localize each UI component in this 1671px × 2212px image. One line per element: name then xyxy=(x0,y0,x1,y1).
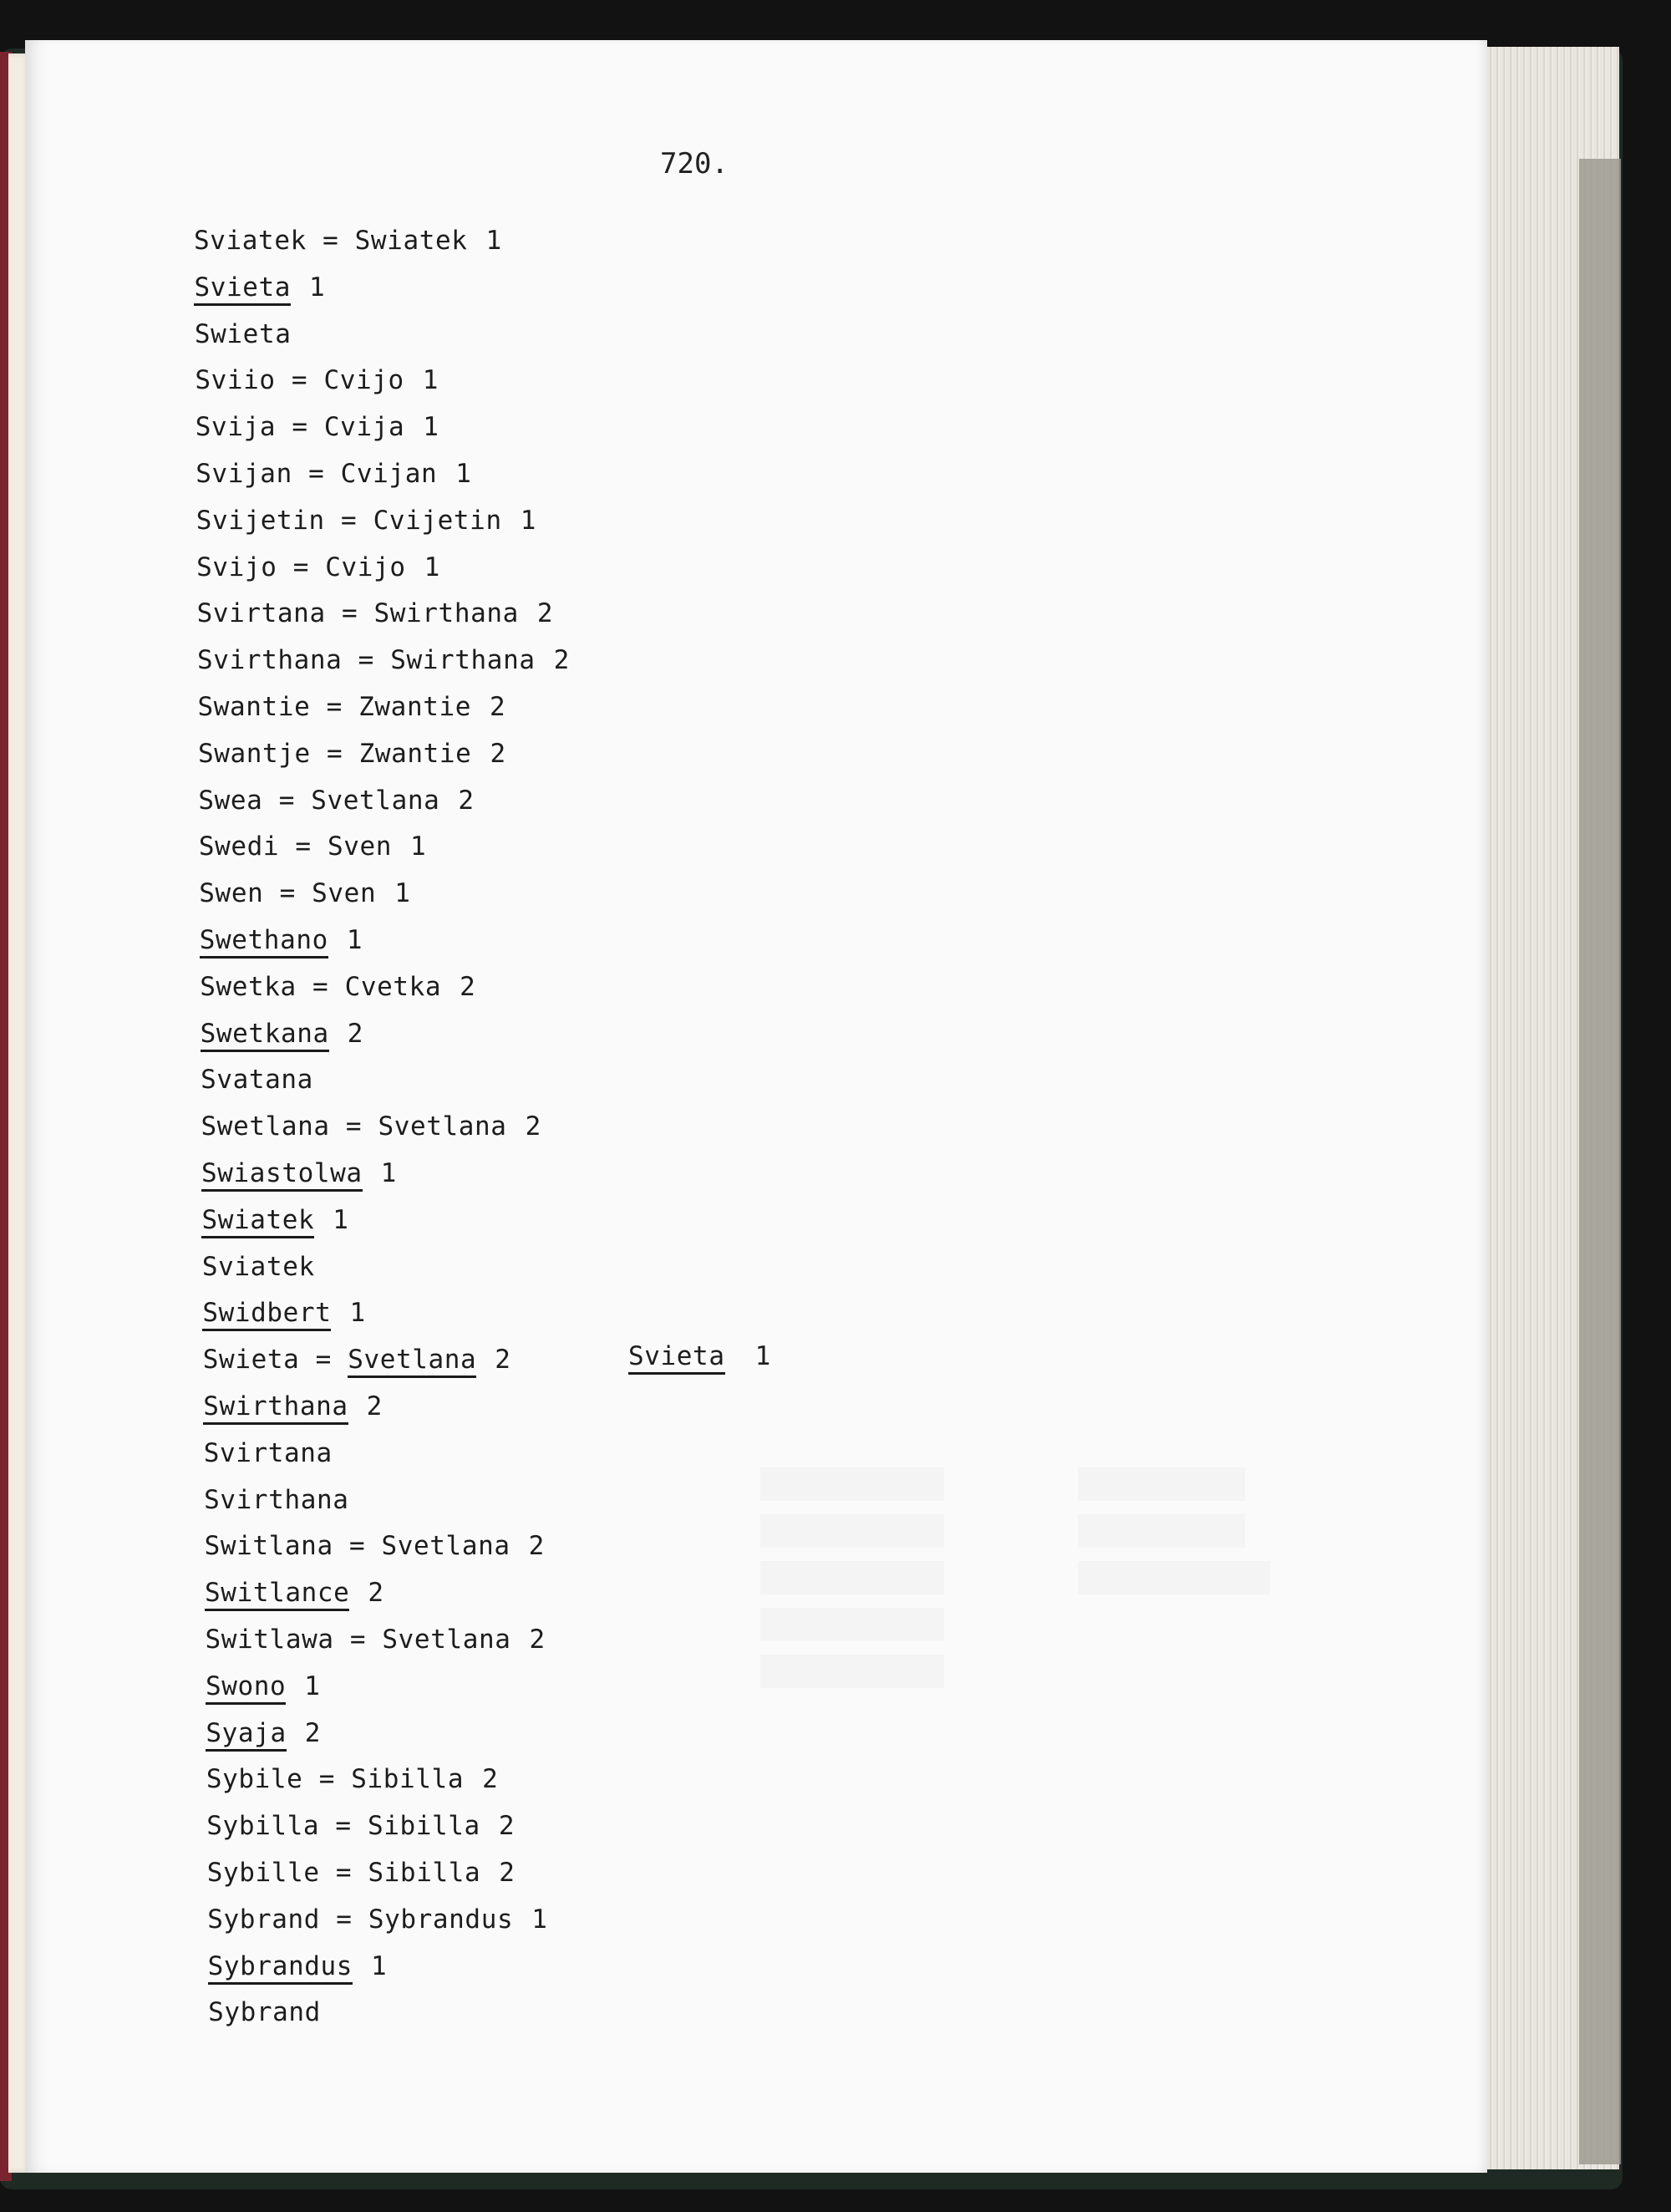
entry-target: Svetlana xyxy=(381,1531,510,1562)
equals-sign: = xyxy=(275,365,324,396)
entry-name: Swetka xyxy=(200,971,297,1002)
entry-count: 1 xyxy=(424,552,440,582)
entry-target: Sibilla xyxy=(368,1858,481,1888)
entry-name: Swetkana xyxy=(201,1019,329,1052)
entry-count: 2 xyxy=(460,971,476,1002)
entry-target: Cvetka xyxy=(344,971,442,1002)
entry-count: 1 xyxy=(333,1204,349,1235)
entry-line xyxy=(207,1858,516,1891)
equals-sign: = xyxy=(310,692,359,722)
equals-sign: = xyxy=(333,1531,382,1562)
entry-name: Svirthana xyxy=(197,645,343,676)
entry-name: Sviatek xyxy=(201,1251,315,1282)
entry-count: 1 xyxy=(531,1904,548,1935)
entry-target: Swirthana xyxy=(390,645,536,676)
entry-line xyxy=(206,1718,321,1752)
entry-line xyxy=(204,1438,333,1472)
equals-sign: = xyxy=(296,971,345,1002)
entry-name: Svirtana xyxy=(203,1437,333,1468)
entry-name: Swiatek xyxy=(201,1205,314,1238)
entry-name: Swono xyxy=(206,1671,286,1705)
entry-name: Swiastolwa xyxy=(201,1158,363,1192)
entry-count: 1 xyxy=(349,1298,366,1329)
entry-name: Swen xyxy=(199,878,264,909)
entry-name: Switlana xyxy=(204,1531,333,1562)
equals-sign: = xyxy=(263,878,312,909)
entry-name: Svieta xyxy=(628,1341,725,1375)
entry-count: 1 xyxy=(304,1670,321,1701)
entry-count: 1 xyxy=(380,1158,397,1188)
entry-target: Cvijo xyxy=(323,365,404,396)
entry-count: 2 xyxy=(347,1018,364,1049)
entry-name: Sviio xyxy=(195,365,276,396)
entry-count: 2 xyxy=(499,1858,516,1888)
page-number: 720. xyxy=(660,147,729,181)
entry-count: 2 xyxy=(498,1811,516,1842)
entry-name: Svijetin xyxy=(196,505,325,536)
entry-name: Swidbert xyxy=(202,1298,331,1331)
entry-count: 2 xyxy=(553,645,570,676)
entry-line xyxy=(200,972,475,1005)
entry-line xyxy=(202,1298,365,1331)
entry-name: Sybille xyxy=(206,1858,320,1888)
equals-sign: = xyxy=(342,645,391,676)
entry-line xyxy=(208,1997,321,2031)
entry-name: Swirthana xyxy=(203,1391,348,1425)
entry-name: Swieta xyxy=(202,1345,300,1376)
entry-name: Sybilla xyxy=(206,1811,320,1842)
entry-line xyxy=(198,739,506,772)
equals-sign: = xyxy=(279,831,328,862)
entry-count: 1 xyxy=(422,365,439,396)
equals-sign: = xyxy=(324,505,373,536)
entry-line xyxy=(198,692,506,725)
entry-name: Svijo xyxy=(196,552,277,582)
entry-line xyxy=(205,1531,545,1564)
entry-target: Svetlana xyxy=(382,1625,511,1655)
entry-line xyxy=(204,1485,348,1518)
equals-sign: = xyxy=(310,738,359,769)
entry-name: Syaja xyxy=(206,1718,286,1752)
equals-sign: = xyxy=(306,226,355,256)
entry-line xyxy=(205,1578,384,1611)
entry-list xyxy=(25,40,1487,2173)
entry-name: Switlance xyxy=(205,1578,349,1611)
entry-count: 2 xyxy=(495,1345,511,1376)
entry-target: Sybrandus xyxy=(368,1904,514,1935)
entry-name: Svieta xyxy=(194,272,291,306)
entry-count: 2 xyxy=(368,1578,384,1609)
entry-line xyxy=(198,786,474,819)
entry-count: 1 xyxy=(410,831,427,862)
equals-sign: = xyxy=(320,1904,368,1935)
equals-sign: = xyxy=(277,552,326,582)
equals-sign: = xyxy=(319,1811,368,1842)
entry-count: 1 xyxy=(754,1341,771,1372)
entry-count: 2 xyxy=(528,1531,545,1562)
entry-target: Sven xyxy=(327,831,393,862)
entry-count: 1 xyxy=(520,505,536,536)
entry-line xyxy=(200,925,363,959)
entry-count: 2 xyxy=(366,1391,383,1421)
entry-target: Cvijan xyxy=(340,459,438,489)
entry-line xyxy=(206,1625,546,1658)
equals-sign: = xyxy=(299,1345,348,1376)
equals-sign: = xyxy=(262,785,312,816)
entry-count: 1 xyxy=(346,925,363,955)
entry-line xyxy=(208,1951,388,1985)
entry-line xyxy=(201,1065,313,1098)
entry-line xyxy=(199,878,410,912)
entry-line xyxy=(197,598,554,632)
entry-line xyxy=(194,226,502,259)
entry-target: Sibilla xyxy=(367,1811,480,1842)
entry-line xyxy=(203,1391,383,1425)
entry-line xyxy=(195,319,292,353)
entry-line xyxy=(201,1111,541,1145)
entry-name: Svatana xyxy=(201,1065,313,1096)
entry-line xyxy=(207,1904,547,1938)
entry-name: Swantie xyxy=(197,692,311,722)
entry-name: Svirthana xyxy=(204,1484,349,1515)
entry-line xyxy=(196,412,439,445)
entry-target: Cvija xyxy=(323,412,405,443)
entry-line xyxy=(194,272,325,306)
equals-sign: = xyxy=(276,412,324,443)
entry-count: 2 xyxy=(482,1764,499,1795)
entry-name: Sybrand xyxy=(208,1997,321,2028)
entry-count: 2 xyxy=(536,598,554,629)
page-block-shadow xyxy=(1579,159,1621,2164)
entry-line xyxy=(203,1345,511,1378)
entry-line-secondary xyxy=(628,1341,771,1375)
entry-line xyxy=(195,365,439,399)
entry-target: Sibilla xyxy=(351,1764,465,1795)
equals-sign: = xyxy=(292,459,341,489)
entry-target: Sven xyxy=(312,878,377,909)
entry-target: Swiatek xyxy=(354,226,468,256)
entry-name: Swethano xyxy=(200,925,328,959)
entry-name: Sybrandus xyxy=(208,1951,353,1985)
entry-count: 2 xyxy=(304,1717,321,1748)
equals-sign: = xyxy=(329,1111,378,1142)
entry-line xyxy=(201,1019,363,1052)
entry-line xyxy=(206,1811,515,1844)
equals-sign: = xyxy=(325,598,374,629)
entry-line xyxy=(196,552,440,586)
equals-sign: = xyxy=(302,1764,352,1795)
entry-name: Swieta xyxy=(194,318,292,349)
entry-name: Swea xyxy=(198,785,263,816)
book-page xyxy=(25,40,1487,2173)
entry-count: 2 xyxy=(525,1111,541,1142)
entry-target: Zwantie xyxy=(358,692,472,722)
entry-line xyxy=(202,1252,315,1285)
entry-line xyxy=(196,459,471,492)
entry-name: Svijan xyxy=(196,459,292,489)
entry-name: Sybrand xyxy=(207,1904,321,1935)
entry-name: Svija xyxy=(195,412,277,443)
entry-count: 2 xyxy=(529,1625,546,1655)
entry-target: Cvijetin xyxy=(373,505,502,536)
entry-name: Sviatek xyxy=(194,226,307,256)
entry-target: Svetlana xyxy=(311,785,440,816)
entry-target: Zwantie xyxy=(358,738,472,769)
entry-count: 1 xyxy=(394,878,411,909)
entry-target: Svetlana xyxy=(378,1111,507,1142)
entry-name: Sybile xyxy=(206,1764,303,1795)
entry-line xyxy=(196,506,536,539)
entry-line xyxy=(197,645,570,679)
entry-target: Svetlana xyxy=(348,1345,476,1378)
entry-line xyxy=(206,1764,499,1798)
entry-line xyxy=(201,1158,397,1192)
equals-sign: = xyxy=(319,1858,368,1888)
entry-target: Swirthana xyxy=(373,598,519,629)
entry-count: 1 xyxy=(423,412,439,443)
entry-name: Swedi xyxy=(198,831,280,862)
entry-count: 1 xyxy=(455,459,472,489)
entry-count: 2 xyxy=(458,785,475,816)
entry-count: 2 xyxy=(490,738,506,769)
entry-name: Swantje xyxy=(197,738,311,769)
entry-name: Swetlana xyxy=(201,1111,330,1142)
entry-line xyxy=(201,1205,348,1238)
entry-count: 1 xyxy=(309,272,326,303)
entry-name: Svirtana xyxy=(196,598,326,629)
entry-line xyxy=(199,831,426,865)
entry-name: Switlawa xyxy=(205,1625,334,1655)
entry-count: 1 xyxy=(485,226,502,256)
entry-target: Cvijo xyxy=(325,552,406,582)
entry-line xyxy=(206,1671,321,1705)
equals-sign: = xyxy=(333,1625,383,1655)
entry-count: 2 xyxy=(490,692,506,722)
entry-count: 1 xyxy=(371,1950,388,1981)
